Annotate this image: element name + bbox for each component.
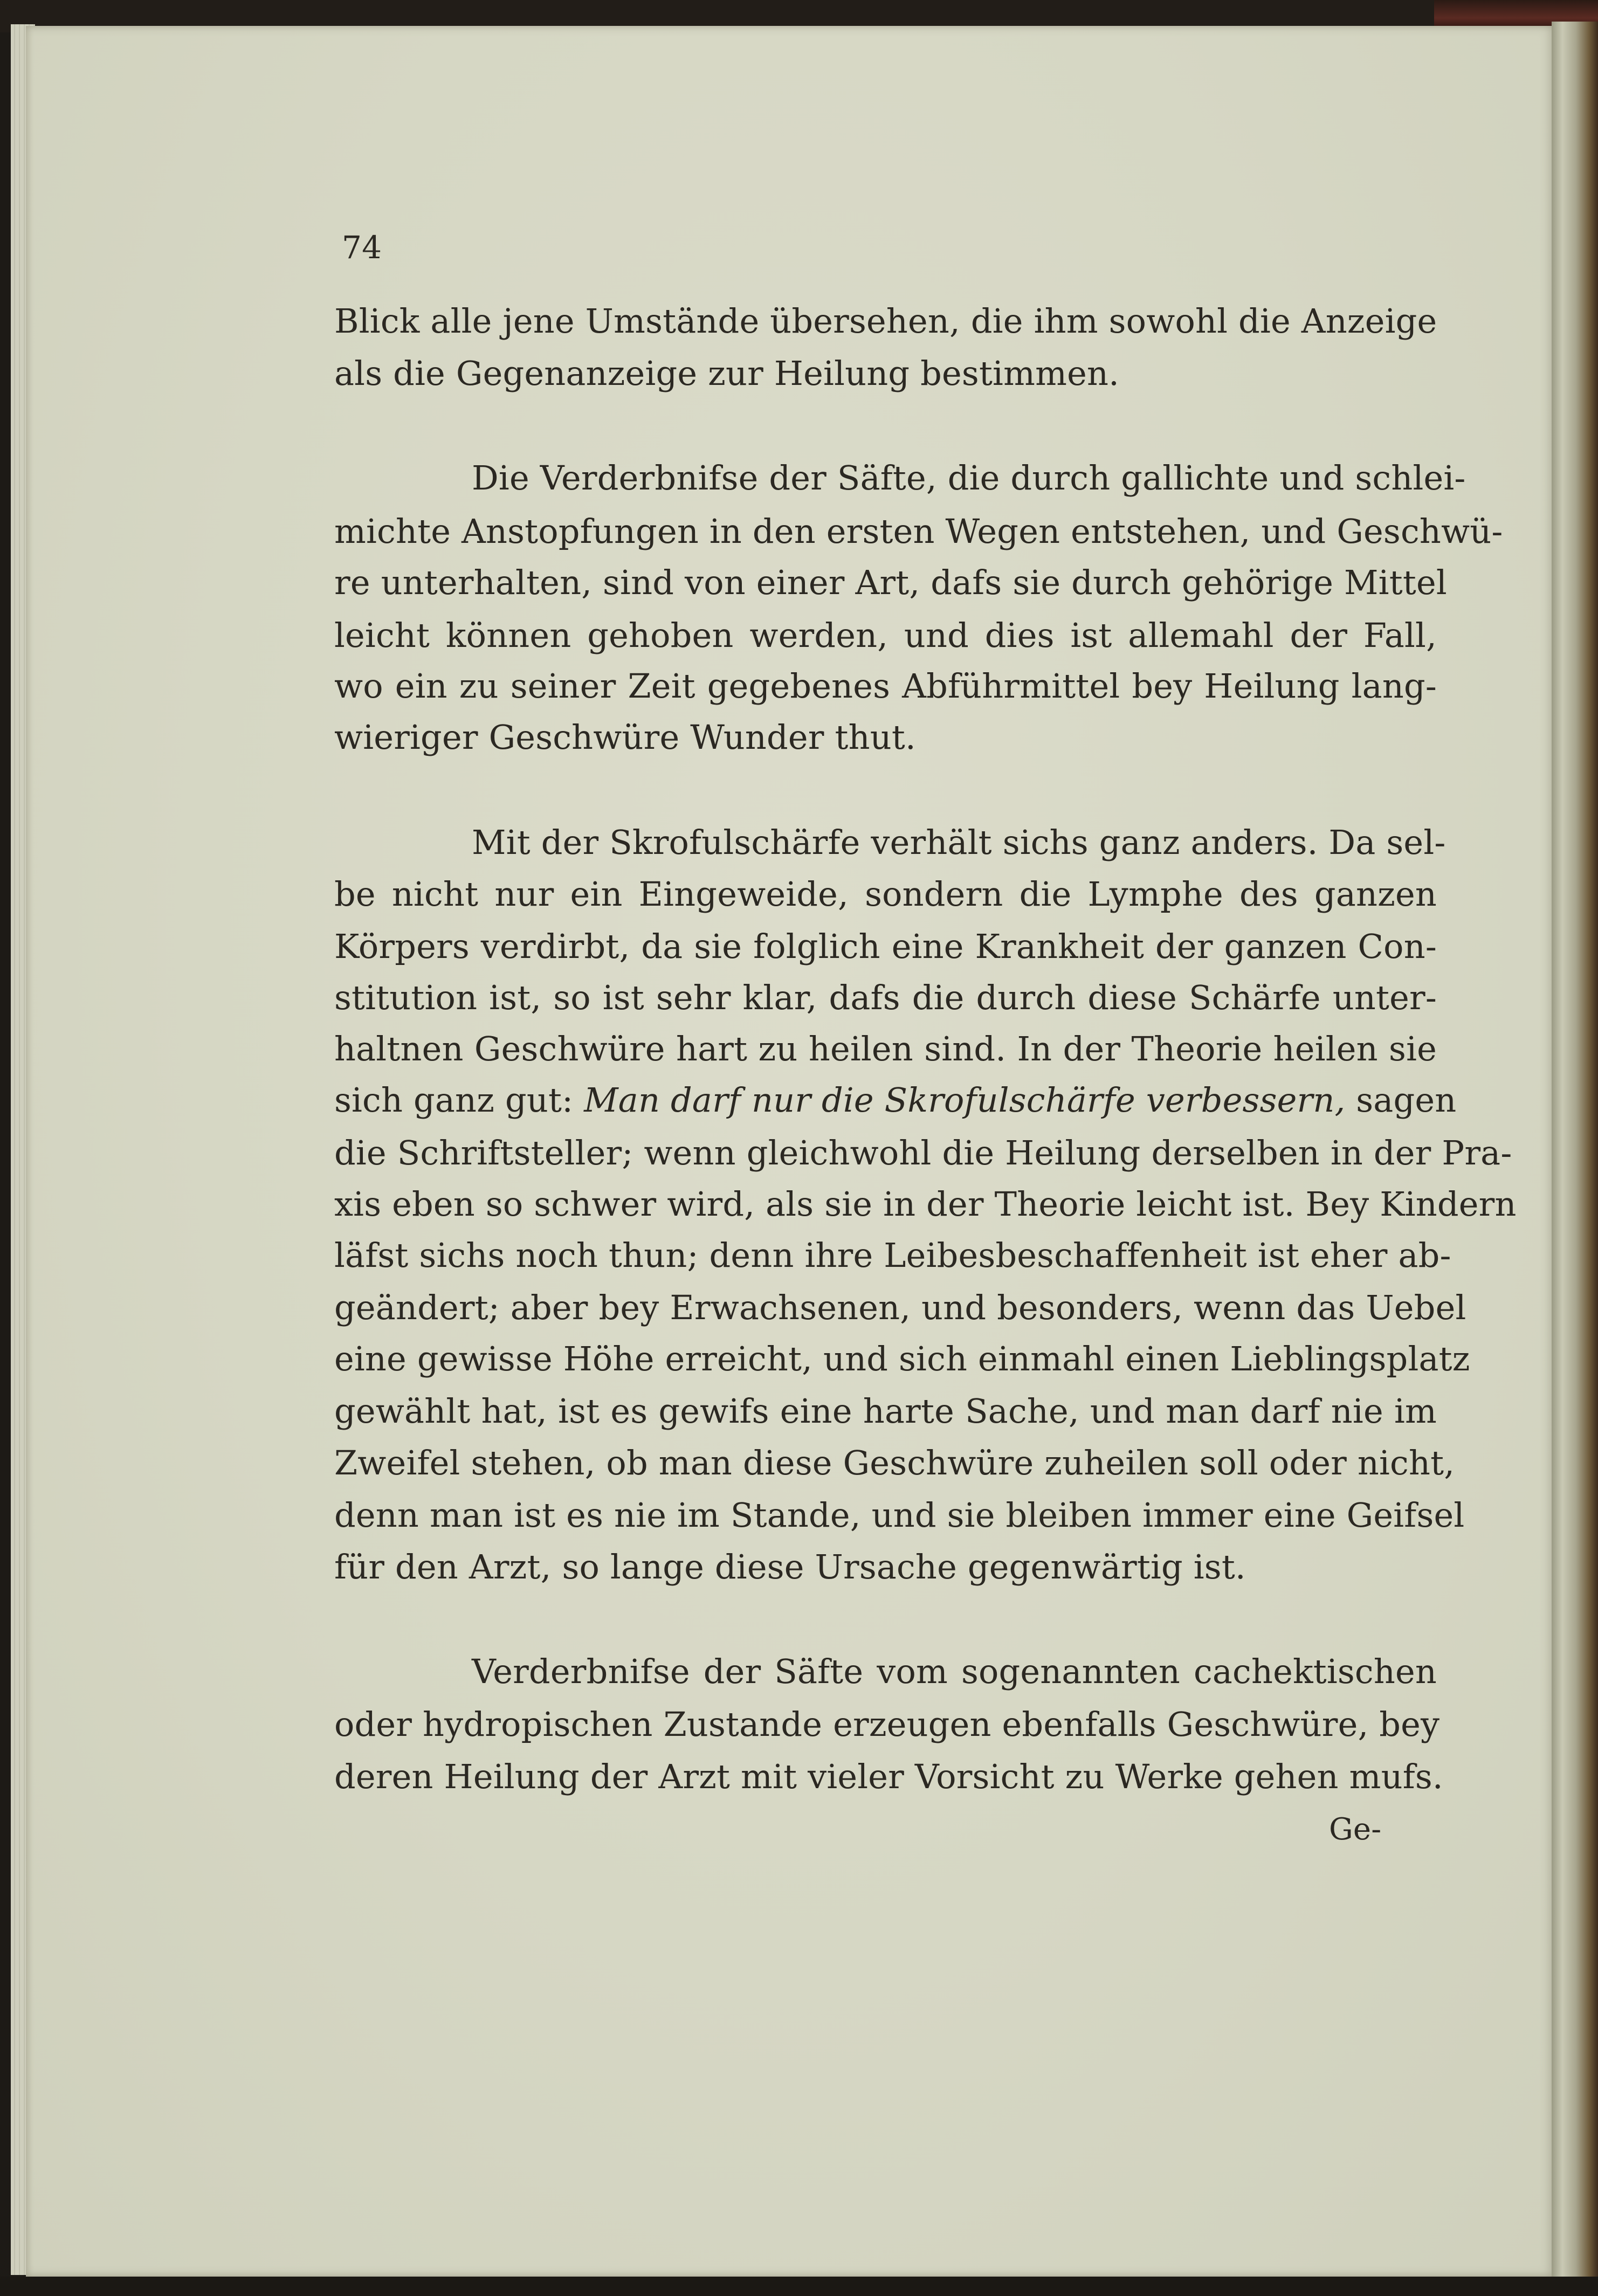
text-line: Die Verderbnifse der Säfte, die durch gallichte und schlei-	[472, 458, 1466, 498]
text-line: Blick alle jene Umstände übersehen, die ihm sowohl die Anzeige	[334, 301, 1437, 341]
text-line: die Schriftsteller; wenn gleichwohl die Heilung derselben in der Pra-	[334, 1133, 1512, 1173]
text-line: oder hydropischen Zustande erzeugen ebenfalls Geschwüre, bey	[334, 1705, 1440, 1744]
text-line: deren Heilung der Arzt mit vieler Vorsicht zu Werke gehen mufs.	[334, 1757, 1443, 1796]
text-line-mixed	[334, 1080, 1457, 1120]
text-line: Körpers verdirbt, da sie folglich eine Krankheit der ganzen Con-	[334, 927, 1437, 966]
text-line: als die Gegenanzeige zur Heilung bestimmen.	[334, 354, 1120, 393]
book-binding-edge	[1552, 22, 1598, 2296]
text-line: wo ein zu seiner Zeit gegebenes Abführmittel bey Heilung lang-	[334, 666, 1437, 706]
text-line: xis eben so schwer wird, als sie in der Theorie leicht ist. Bey Kindern	[334, 1184, 1517, 1224]
text-line: re unterhalten, sind von einer Art, dafs sie durch gehörige Mittel	[334, 563, 1447, 602]
text-line: gewählt hat, ist es gewifs eine harte Sache, und man darf nie im	[334, 1391, 1437, 1431]
text-line: eine gewisse Höhe erreicht, und sich einmahl einen Lieblingsplatz	[334, 1339, 1470, 1378]
text-line: Verderbnifse der Säfte vom sogenannten cachektischen	[472, 1652, 1437, 1691]
text-line: Zweifel stehen, ob man diese Geschwüre zuheilen soll oder nicht,	[334, 1443, 1455, 1483]
italic-quote: Man darf nur die Skrofulschärfe verbessern,	[584, 1080, 1346, 1120]
catchword: Ge-	[1329, 1812, 1382, 1847]
page-number: 74	[342, 229, 382, 266]
text-segment: sagen	[1356, 1080, 1457, 1120]
text-line: für den Arzt, so lange diese Ursache gegenwärtig ist.	[334, 1547, 1246, 1587]
text-line: be nicht nur ein Eingeweide, sondern die Lymphe des ganzen	[334, 874, 1437, 914]
text-line: geändert; aber bey Erwachsenen, und besonders, wenn das Uebel	[334, 1288, 1466, 1327]
text-line: haltnen Geschwüre hart zu heilen sind. In der Theorie heilen sie	[334, 1029, 1437, 1068]
scan-background-bottom	[0, 2277, 1598, 2296]
text-line: Mit der Skrofulschärfe verhält sichs ganz anders. Da sel-	[472, 823, 1446, 862]
text-line: wieriger Geschwüre Wunder thut.	[334, 718, 916, 757]
text-line: läfst sichs noch thun; denn ihre Leibesbeschaffenheit ist eher ab-	[334, 1236, 1451, 1275]
text-line: denn man ist es nie im Stande, und sie bleiben immer eine Geifsel	[334, 1495, 1465, 1535]
text-line: leicht können gehoben werden, und dies ist allemahl der Fall,	[334, 616, 1437, 655]
text-segment: sich ganz gut:	[334, 1080, 574, 1120]
text-line: michte Anstopfungen in den ersten Wegen entstehen, und Geschwü-	[334, 512, 1503, 551]
text-line: stitution ist, so ist sehr klar, dafs die durch diese Schärfe unter-	[334, 978, 1437, 1017]
